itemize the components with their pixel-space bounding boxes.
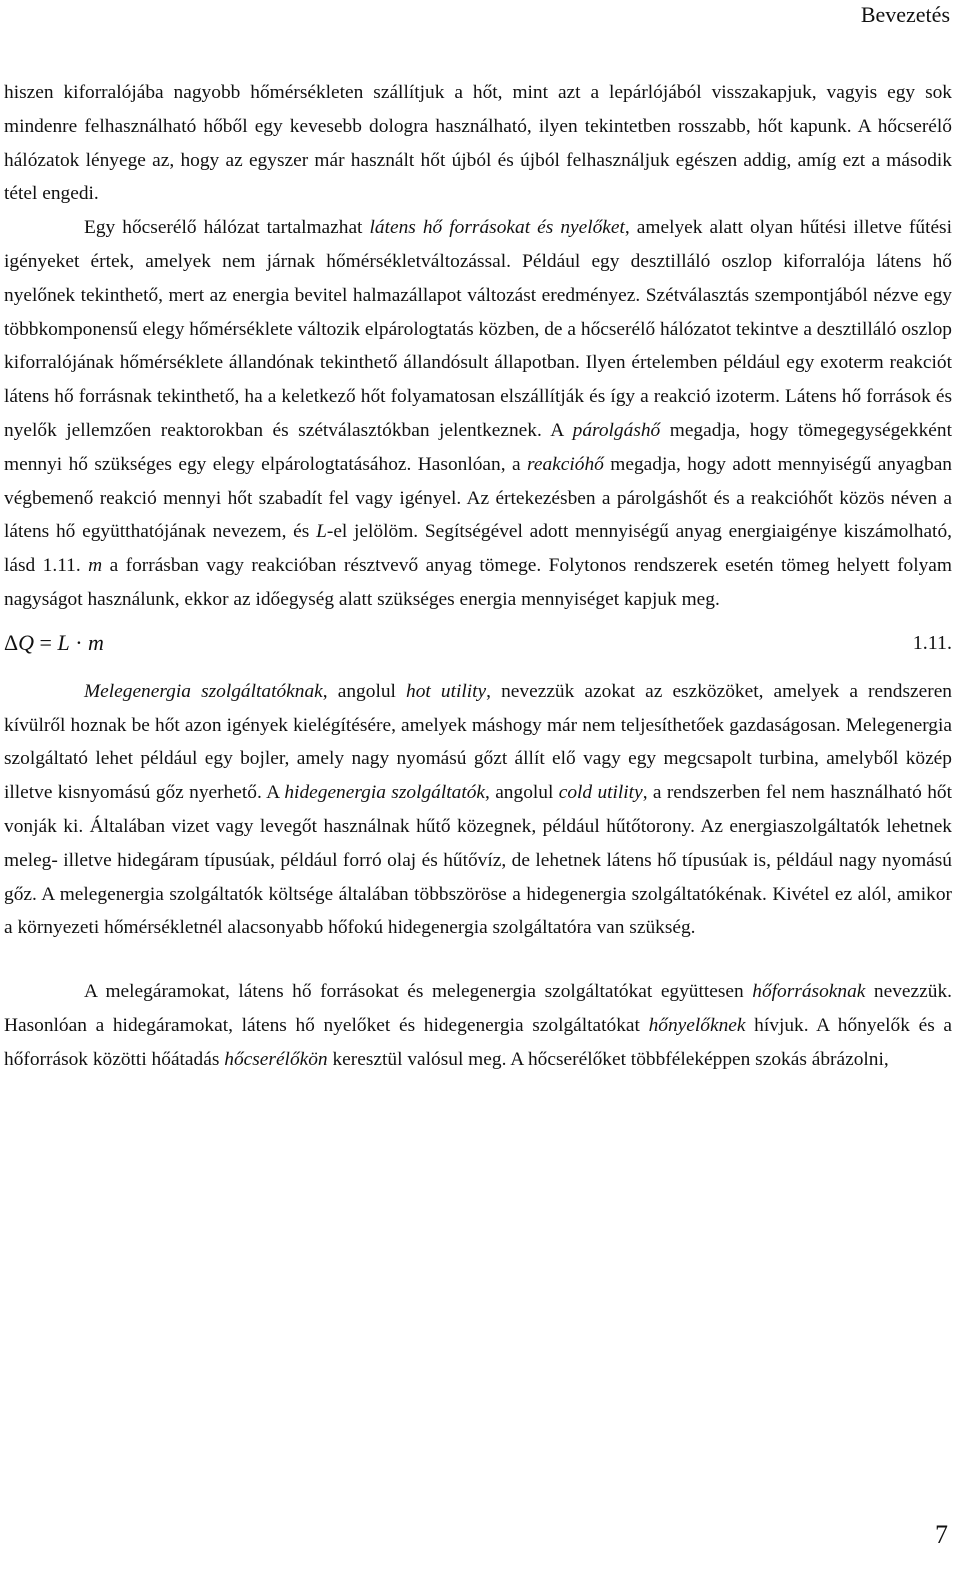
equation-1-11: [4, 623, 952, 675]
text-run: a forrásban vagy reakcióban résztvevő anyag tömege. Folytonos rendszerek esetén tömeg helyett folyam nagyságot használunk, ekkor az időegység alatt szükséges energia mennyiséget kapjuk meg.: [4, 555, 952, 610]
emphasis-cold-utility-en: cold utility: [558, 782, 643, 804]
emphasis-hot-utility-en: hot utility: [406, 680, 487, 702]
emphasis-hot-utility-hu: Melegenergia szolgáltatóknak: [84, 680, 323, 702]
text-run: Egy hőcserélő hálózat tartalmazhat: [84, 217, 370, 239]
text-run: megadja, hogy tömegegységekként mennyi hő szükséges egy elegy elpárologtatásához. Hasonlóan, a: [4, 419, 952, 475]
emphasis-cold-utility-hu: hidegenergia szolgáltatók: [284, 782, 486, 804]
symbol-m: m: [88, 555, 103, 577]
emphasis-heat-exchangers: hőcserélőkön: [224, 1048, 328, 1070]
paragraph-3: [4, 675, 952, 945]
document-body: [4, 76, 952, 1077]
paragraph-4: [4, 975, 952, 1076]
equation-m: m: [88, 629, 104, 655]
text-run: , angolul: [322, 680, 407, 702]
page-number: 7: [935, 1520, 948, 1549]
multiply-dot: ·: [69, 629, 89, 655]
emphasis-heat-sources: hőforrásoknak: [752, 981, 866, 1003]
delta-symbol: Δ: [4, 629, 19, 655]
text-run: , nevezzük azokat az eszközöket, amelyek a rendszeren kívülről hoznak be hőt azon igények kielégítésére, amelyek máshogy már nem teljesíthetőek gazdaságosan. Melegenergia szolgáltató lehet például egy bojler, amely nagy nyomású gőzt állít elő vagy egy megcsapolt turbina, amelyből közép illetve kisnyomású gőz nyerhető. A: [4, 680, 953, 804]
equation-lhs: Q: [18, 629, 35, 655]
symbol-L: L: [316, 521, 327, 543]
running-header: Bevezetés: [860, 2, 950, 27]
emphasis-latent-sources: látens hő forrásokat és nyelőket: [369, 217, 625, 239]
equation-L: L: [57, 629, 70, 655]
text-run: , angolul: [485, 782, 559, 804]
emphasis-heat-sinks: hőnyelőknek: [648, 1014, 746, 1036]
paragraph-1: hiszen kiforralójába nagyobb hőmérsékleten szállítjuk a hőt, mint azt a lepárlójából visszakapjuk, vagyis egy sok mindenre felhasználható hőből egy kevesebb dologra használható, ilyen tekintetben rosszabb, hőt kapunk. A hőcserélő hálózatok lényege az, hogy az egyszer már használt hőt újból és újból felhasználjuk egészen addig, amíg ezt a második tétel engedi.: [4, 82, 952, 205]
text-run: , a rendszerben fel nem használható hőt vonják ki. Általában vizet vagy levegőt használnak hűtő közegnek, például hűtőtorony. Az energiaszolgáltatók lehetnek meleg- illetve hidegáram típusúak, például forró olaj és hűtővíz, de lehetnek látens hő típusúak is, például nagy nyomású gőz. A melegenergia szolgáltatók költsége általában többszöröse a hidegenergia szolgáltatókénak. Kivétel ez alól, amikor a környezeti hőmérsékletnél alacsonyabb hőfokú hidegenergia szolgáltatóra van szükség.: [4, 782, 952, 939]
text-run: keresztül valósul meg. A hőcserélőket többféleképpen szokás ábrázolni,: [327, 1048, 889, 1070]
paragraph-2: [4, 211, 952, 617]
text-run: -el jelölöm. Segítségével adott mennyiségű anyag energiaigénye kiszámolható, lásd 1.11.: [4, 521, 952, 577]
equals-sign: =: [34, 629, 58, 655]
text-run: nevezzük. Hasonlóan a hidegáramokat, látens hő nyelőket és hidegenergia szolgáltatókat: [4, 981, 952, 1036]
equation-number: 1.11.: [912, 631, 952, 654]
emphasis-heat-of-reaction: reakcióhő: [527, 453, 604, 475]
text-run: hívjuk. A hőnyelők és a hőforrások közötti hőátadás: [4, 1014, 953, 1070]
emphasis-heat-of-vaporization: párolgáshő: [572, 419, 661, 441]
text-run: , amelyek alatt olyan hűtési illetve fűtési igényeket értek, amelyek nem járnak hőmérsékletváltozással. Például egy desztilláló oszlop kiforralója látens hő nyelőnek tekinthető, mert az energia bevitel halmazállapot változást eredményez. Szétválasztás szempontjából nézve egy többkomponensű elegy hőmérséklete változik elpárologtatás közben, de a hőcserélő hálózatot tekintve a desztilláló oszlop kiforralójának hőmérséklete állandónak tekinthető állandósult állapotban. Ilyen értelemben például egy exoterm reakciót látens hő forrásnak tekinthető, ha a keletkező hőt folyamatosan elszállítják és így a reakció izoterm. Látens hő források és nyelők jellemzően reaktorokban és szétválasztókban jelentkeznek. A: [4, 217, 952, 441]
equation-expression: [4, 623, 104, 663]
text-run: A melegáramokat, látens hő forrásokat és melegenergia szolgáltatókat együttesen: [84, 981, 753, 1003]
text-run: megadja, hogy adott mennyiségű anyagban végbemenő reakció mennyi hőt szabadít fel vagy igényel. Az értekezésben a párolgáshőt és a reakcióhőt közös néven a látens hő együtthatójának nevezem, és: [4, 453, 953, 543]
